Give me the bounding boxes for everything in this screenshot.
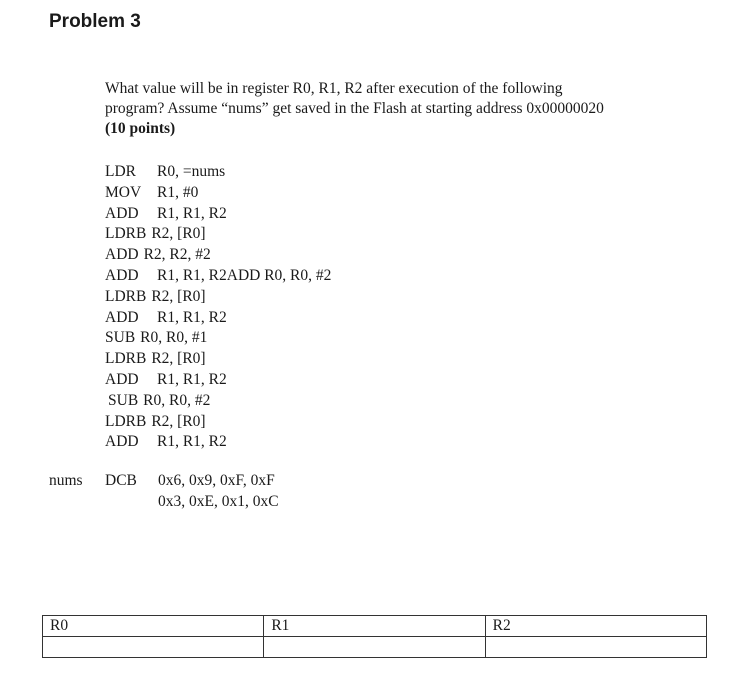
- code-operands: R1, R1, R2: [157, 433, 227, 451]
- code-line: [105, 204, 331, 225]
- header-r2: R2: [485, 616, 706, 637]
- code-operands: R2, [R0]: [151, 412, 206, 430]
- answer-cell-r1[interactable]: [264, 637, 485, 658]
- data-directive-dcb: DCB: [105, 472, 137, 489]
- code-opcode: ADD: [105, 266, 139, 284]
- code-operands: R2, [R0]: [151, 225, 206, 243]
- data-values-line-1: 0x6, 0x9, 0xF, 0xF: [158, 472, 275, 489]
- data-values: [158, 471, 279, 513]
- code-opcode: ADD: [105, 204, 139, 222]
- code-operands: R1, R1, R2: [157, 370, 227, 388]
- code-opcode: LDR: [105, 163, 136, 180]
- code-line: [105, 162, 331, 183]
- answer-table-header-row: [43, 616, 707, 637]
- code-operands: R1, #0: [157, 183, 199, 201]
- problem-title: Problem 3: [49, 11, 141, 32]
- code-line: [105, 349, 331, 370]
- code-operands: R0, =nums: [157, 163, 226, 180]
- code-operands: R0, R0, #1: [140, 329, 208, 347]
- code-line: [105, 287, 331, 308]
- code-line: [105, 224, 331, 245]
- code-line: [105, 328, 331, 349]
- code-operands: R1, R1, R2: [157, 308, 227, 326]
- code-opcode: ADD: [105, 370, 139, 388]
- assembly-code-block: [105, 162, 331, 453]
- header-r0: R0: [43, 616, 264, 637]
- code-line: [105, 308, 331, 329]
- question-line-1: What value will be in register R0, R1, R2 after execution of the following: [105, 80, 563, 97]
- code-line: [105, 266, 331, 287]
- answer-table: [42, 615, 707, 658]
- code-opcode: MOV: [105, 183, 142, 201]
- answer-cell-r0[interactable]: [43, 637, 264, 658]
- question-text: [105, 79, 715, 139]
- code-operands: R2, [R0]: [151, 350, 206, 368]
- code-opcode: SUB: [105, 329, 136, 347]
- points-label: (10 points): [105, 120, 176, 137]
- code-opcode: ADD: [105, 433, 139, 451]
- code-opcode: LDRB: [105, 350, 147, 368]
- code-operands: R2, R2, #2: [143, 246, 211, 264]
- code-opcode: ADD: [105, 308, 139, 326]
- code-opcode: SUB: [108, 391, 139, 409]
- answer-cell-r2[interactable]: [485, 637, 706, 658]
- code-operands: R2, [R0]: [151, 287, 206, 305]
- code-line: [105, 432, 331, 453]
- data-label-nums: nums: [49, 472, 83, 489]
- header-r1: R1: [264, 616, 485, 637]
- code-operands: R1, R1, R2: [157, 204, 227, 222]
- code-operands: R1, R1, R2ADD R0, R0, #2: [157, 266, 332, 284]
- code-line: [105, 391, 331, 412]
- data-values-line-2: 0x3, 0xE, 0x1, 0xC: [158, 492, 279, 510]
- code-opcode: LDRB: [105, 287, 147, 305]
- answer-table-value-row: [43, 637, 707, 658]
- question-line-2: program? Assume “nums” get saved in the Flash at starting address 0x00000020: [105, 100, 604, 117]
- code-operands: R0, R0, #2: [143, 391, 211, 409]
- code-opcode: LDRB: [105, 412, 147, 430]
- code-line: [105, 245, 331, 266]
- code-line: [105, 412, 331, 433]
- code-opcode: ADD: [105, 246, 139, 264]
- code-line: [105, 370, 331, 391]
- code-line: [105, 183, 331, 204]
- code-opcode: LDRB: [105, 225, 147, 243]
